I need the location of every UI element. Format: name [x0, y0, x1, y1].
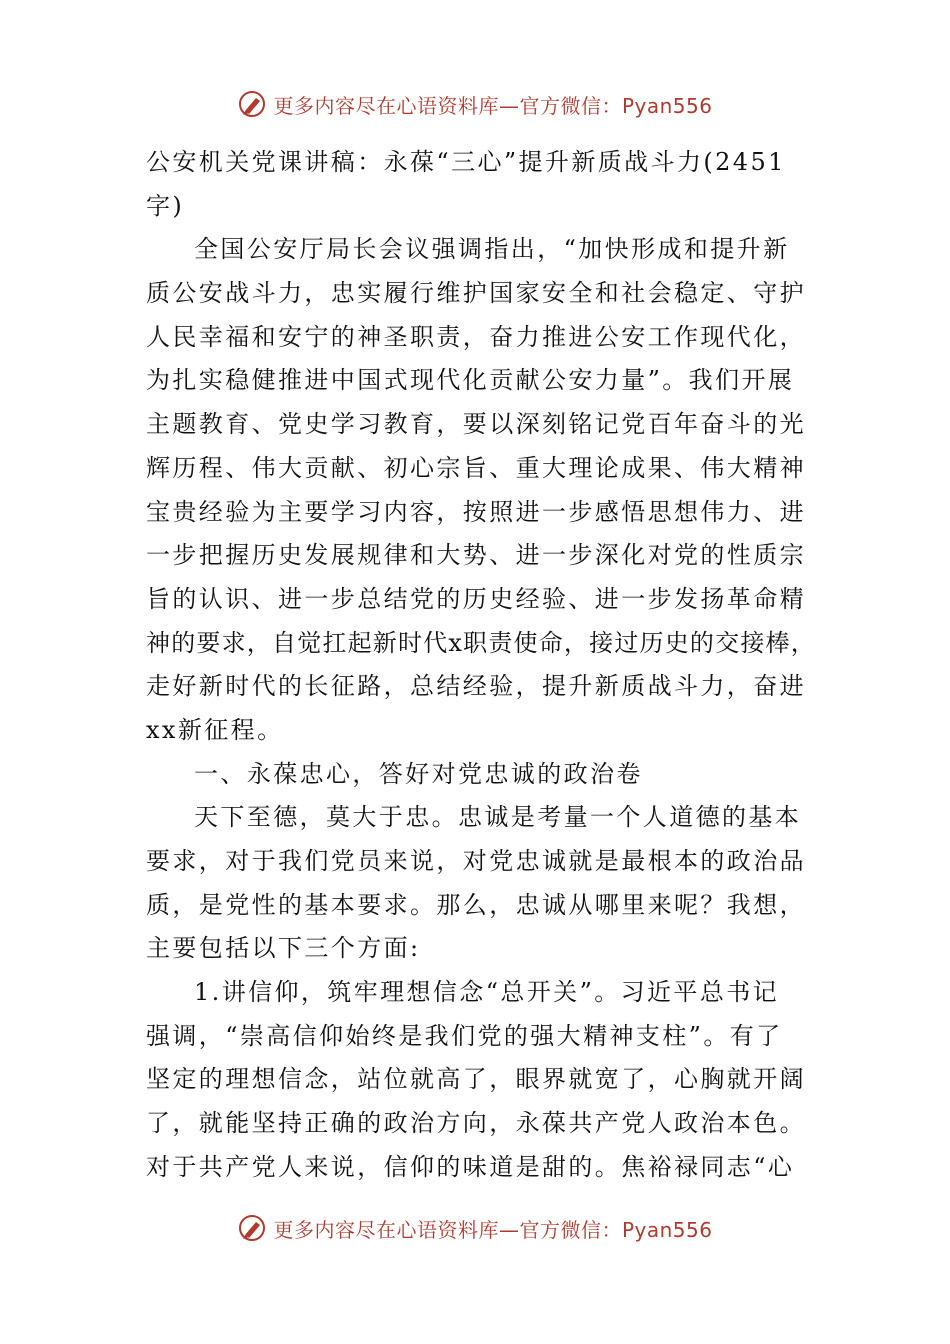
paragraph-line: 神的要求，自觉扛起新时代x职责使命，接过历史的交接棒，: [146, 628, 816, 657]
section-heading: 一、永葆忠心，答好对党忠诚的政治卷: [194, 759, 643, 788]
paragraph-line: 走好新时代的长征路，总结经验，提升新质战斗力，奋进: [146, 672, 806, 701]
watermark-text: 更多内容尽在心语资料库—官方微信：Pyan556: [273, 1217, 713, 1242]
paragraph-line: 辉历程、伟大贡献、初心宗旨、重大理论成果、伟大精神: [146, 453, 806, 482]
paragraph-line: 宝贵经验为主要学习内容，按照进一步感悟思想伟力、进: [146, 497, 806, 526]
paragraph-line: 主题教育、党史学习教育，要以深刻铭记党百年奋斗的光: [146, 410, 806, 439]
paragraph-line: 天下至德，莫大于忠。忠诚是考量一个人道德的基本: [194, 803, 802, 832]
document-title: 公安机关党课讲稿：永葆“三心”提升新质战斗力(2451: [146, 148, 786, 176]
pen-nib-circle-icon: [237, 89, 267, 119]
paragraph-line: 质公安战斗力，忠实履行维护国家安全和社会稳定、守护: [146, 279, 806, 308]
document-title-continued: 字): [146, 191, 185, 220]
paragraph-line: 了，就能坚持正确的政治方向，永葆共产党人政治本色。: [146, 1109, 806, 1138]
header-watermark-banner: [0, 84, 950, 124]
paragraph-line: 全国公安厅局长会议强调指出，“加快形成和提升新: [194, 235, 790, 264]
watermark-text: 更多内容尽在心语资料库—官方微信：Pyan556: [273, 93, 713, 118]
subsection-heading: 1.讲信仰，筑牢理想信念“总开关”。习近平总书记: [194, 978, 780, 1007]
paragraph-line: 对于共产党人来说，信仰的味道是甜的。焦裕禄同志“心: [146, 1152, 795, 1181]
paragraph-line: 强调，“崇高信仰始终是我们党的强大精神支柱”。有了: [146, 1021, 783, 1050]
paragraph-line: xx新征程。: [146, 715, 284, 744]
document-body: [146, 141, 826, 1190]
footer-watermark-banner: [0, 1208, 950, 1248]
paragraph-line: 坚定的理想信念，站位就高了，眼界就宽了，心胸就开阔: [146, 1065, 806, 1094]
paragraph-line: 要求，对于我们党员来说，对党忠诚就是最根本的政治品: [146, 847, 806, 875]
paragraph-line: 主要包括以下三个方面:: [146, 934, 421, 963]
paragraph-line: 质，是党性的基本要求。那么，忠诚从哪里来呢？我想，: [146, 890, 806, 919]
paragraph-line: 人民幸福和安宁的神圣职责，奋力推进公安工作现代化，: [146, 322, 806, 351]
pen-nib-circle-icon: [237, 1213, 267, 1243]
paragraph-line: 旨的认识、进一步总结党的历史经验、进一步发扬革命精: [146, 584, 806, 613]
paragraph-line: 一步把握历史发展规律和大势、进一步深化对党的性质宗: [146, 541, 806, 570]
paragraph-line: 为扎实稳健推进中国式现代化贡献公安力量”。我们开展: [146, 366, 795, 395]
